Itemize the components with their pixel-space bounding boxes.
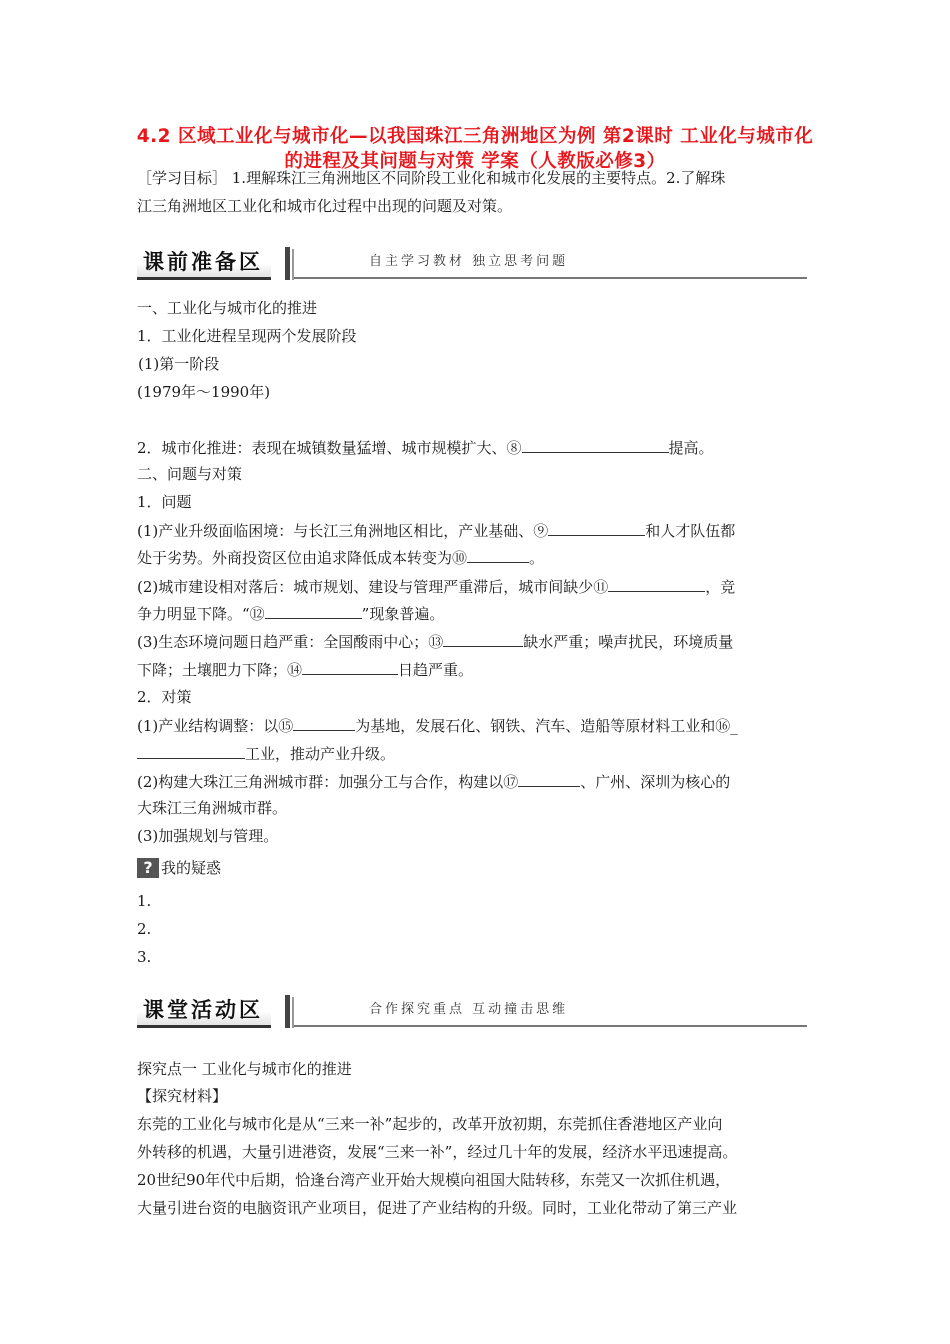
- doubts-heading: [137, 858, 221, 878]
- explore-material-label: 【探究材料】: [137, 1087, 228, 1105]
- item-years: (1979年～1990年): [137, 383, 271, 401]
- text: (1)产业升级面临困境：与长江三角洲地区相比，产业基础、⑨: [137, 522, 549, 540]
- text: 缺水严重；噪声扰民，环境质量: [523, 633, 734, 651]
- countermeasure-2-line-2: 大珠江三角洲城市群。: [137, 799, 288, 817]
- fill-blank-8[interactable]: [522, 437, 669, 453]
- text: (3)生态环境问题日趋严重：全国酸雨中心；⑬: [137, 633, 444, 651]
- banner-tag: 课堂活动区: [137, 995, 271, 1028]
- banner-divider-shadow: [292, 249, 294, 280]
- fill-blank-15[interactable]: [293, 715, 355, 731]
- text: ”现象普遍。: [361, 605, 445, 623]
- text: ，竞: [705, 578, 736, 596]
- banner-rule: [294, 277, 807, 279]
- text: 下降；土壤肥力下降；⑭: [137, 661, 303, 679]
- text: 为基地，发展石化、钢铁、汽车、造船等原材料工业和⑯_: [355, 717, 738, 735]
- doubts-label: 我的疑惑: [161, 859, 222, 877]
- section-banner-preparation: [137, 247, 807, 281]
- text: (2)构建大珠江三角洲城市群：加强分工与合作，构建以⑰: [137, 773, 519, 791]
- material-paragraph-line: 大量引进台资的电脑资讯产业项目，促进了产业结构的升级。同时，工业化带动了第三产业: [137, 1199, 738, 1217]
- fill-blank-12[interactable]: [265, 603, 362, 619]
- doubt-item: 1.: [137, 892, 152, 910]
- banner-rule: [294, 1025, 807, 1027]
- learning-goals-line-1: ［学习目标］ 1.理解珠江三角洲地区不同阶段工业化和城市化发展的主要特点。2.了解珠: [137, 169, 726, 187]
- banner-subtitle: 自主学习教材 独立思考问题: [369, 254, 569, 269]
- item-urbanization: [137, 437, 714, 458]
- learning-goals-line-2: 江三角洲地区工业化和城市化过程中出现的问题及对策。: [137, 197, 513, 215]
- fill-blank-11[interactable]: [608, 576, 705, 592]
- banner-divider: [285, 247, 290, 280]
- subheading-countermeasures: 2．对策: [137, 688, 192, 706]
- material-paragraph-line: 20世纪90年代中后期，恰逢台湾产业开始大规模向祖国大陆转移，东莞又一次抓住机遇，: [137, 1171, 731, 1189]
- countermeasure-1-line-2: [137, 743, 395, 764]
- fill-blank-14[interactable]: [302, 659, 398, 675]
- banner-tag: 课前准备区: [137, 247, 271, 280]
- explore-point-heading: 探究点一 工业化与城市化的推进: [137, 1060, 352, 1078]
- banner-divider: [285, 995, 290, 1028]
- countermeasure-3: (3)加强规划与管理。: [137, 827, 279, 845]
- text: 争力明显下降。“⑫: [137, 605, 265, 623]
- fill-blank-16[interactable]: [137, 743, 245, 759]
- countermeasure-1-line-1: [137, 715, 738, 736]
- section-banner-classroom: [137, 995, 807, 1029]
- countermeasure-2-line-1: [137, 771, 730, 792]
- text: 2．城市化推进：表现在城镇数量猛增、城市规模扩大、⑧: [137, 439, 522, 457]
- doubt-item: 3.: [137, 948, 152, 966]
- material-paragraph-line: 东莞的工业化与城市化是从“三来一补”起步的，改革开放初期，东莞抓住香港地区产业向: [137, 1115, 723, 1133]
- text: 提高。: [668, 439, 714, 457]
- text: 、广州、深圳为核心的: [580, 773, 731, 791]
- material-paragraph-line: 外转移的机遇，大量引进港资，发展“三来一补”，经过几十年的发展，经济水平迅速提高。: [137, 1143, 738, 1161]
- problem-3-line-1: [137, 631, 733, 652]
- subheading-problems: 1．问题: [137, 493, 192, 511]
- fill-blank-13[interactable]: [443, 631, 523, 647]
- question-icon: ?: [137, 858, 159, 878]
- text: (2)城市建设相对落后：城市规划、建设与管理严重滞后，城市间缺少⑪: [137, 578, 609, 596]
- problem-1-line-2: [137, 547, 544, 568]
- problem-2-line-2: [137, 603, 444, 624]
- fill-blank-17[interactable]: [518, 771, 580, 787]
- fill-blank-10[interactable]: [467, 547, 529, 563]
- item-stages: 1．工业化进程呈现两个发展阶段: [137, 327, 357, 345]
- document-title: 4.2 区域工业化与城市化—以我国珠江三角洲地区为例 第2课时 工业化与城市化的进程及其问题与对策 学案（人教版必修3）: [136, 126, 814, 172]
- text: 处于劣势。外商投资区位由追求降低成本转变为⑩: [137, 549, 468, 567]
- problem-1-line-1: [137, 520, 735, 541]
- problem-2-line-1: [137, 576, 735, 597]
- text: 和人才队伍都: [645, 522, 736, 540]
- banner-subtitle: 合作探究重点 互动撞击思维: [369, 1002, 569, 1017]
- text: 工业，推动产业升级。: [245, 745, 396, 763]
- doubt-item: 2.: [137, 920, 152, 938]
- heading-problems: 二、问题与对策: [137, 465, 243, 483]
- text: 日趋严重。: [398, 661, 474, 679]
- item-stage-one: (1)第一阶段: [138, 355, 220, 373]
- text: (1)产业结构调整：以⑮: [137, 717, 294, 735]
- text: 。: [529, 549, 545, 567]
- fill-blank-9[interactable]: [548, 520, 645, 536]
- heading-industrialization: 一、工业化与城市化的推进: [137, 299, 318, 317]
- problem-3-line-2: [137, 659, 473, 680]
- banner-divider-shadow: [292, 997, 294, 1028]
